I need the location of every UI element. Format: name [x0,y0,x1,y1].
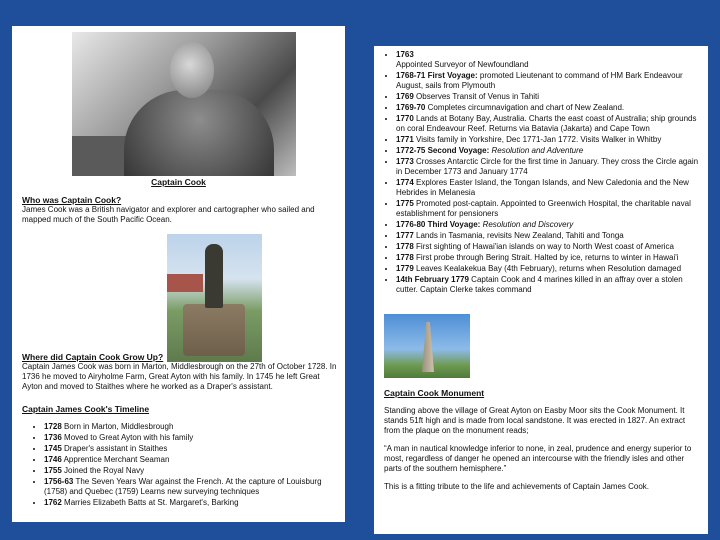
timeline-item: • 1736 Moved to Great Ayton with his family [44,433,339,443]
timeline-heading: Captain James Cook's Timeline [22,404,150,414]
portrait-caption: Captain Cook [151,177,206,187]
cook-monument-photo [384,314,470,378]
timeline-item: • 1774 Explores Easter Island, the Tongan Islands, and New Caledonia and the New Hebrides in Melanesia [396,178,702,198]
left-timeline-list [22,422,339,508]
timeline-item: • 1770 Lands at Botany Bay, Australia. Charts the east coast of Australia; ship grounds on coral Endeavour Reef. Returns via Batavia (Jakarta) and Cape Town [396,114,702,134]
timeline-item: • 1762 Marries Elizabeth Batts at St. Margaret's, Barking [44,498,339,508]
right-timeline-list [374,50,702,296]
who-text: James Cook was a British navigator and explorer and cartographer who sailed and mapped much of the South Pacific Ocean. [22,205,315,224]
who-heading: Who was Captain Cook? [22,195,122,205]
timeline-item: • 1745 Draper's assistant in Staithes [44,444,339,454]
grow-heading: Where did Captain Cook Grow Up? [22,352,164,362]
who-section [22,195,339,225]
right-document-page [374,46,708,534]
monument-text: Standing above the village of Great Ayton on Easby Moor sits the Cook Monument. It stands 51ft high and is made from local sandstone. It was erected in 1827. An extract from the plaque on the monument reads; [384,406,686,435]
grow-text: Captain James Cook was born in Marton, Middlesbrough on the 27th of October 1728. In 1736 he moved to Airyholme Farm, Great Ayton with his family. In 1745 he left Great Ayton and moved to Staithes where he worked as a Draper's assistant. [22,362,337,391]
timeline-item: • 1777 Lands in Tasmania, revisits New Zealand, Tahiti and Tonga [396,231,702,241]
monument-section [384,388,702,492]
timeline-item: • 1779 Leaves Kealakekua Bay (4th February), returns when Resolution damaged [396,264,702,274]
timeline-item: • 1771 Visits family in Yorkshire, Dec 1771-Jan 1772. Visits Walker in Whitby [396,135,702,145]
timeline-item: • 1778 First probe through Bering Strait. Halted by ice, returns to winter in Hawai'i [396,253,702,263]
timeline-item: • 1775 Promoted post-captain. Appointed to Greenwich Hospital, the charitable naval establishment for pensioners [396,199,702,219]
timeline-item: • 14th February 1779 Captain Cook and 4 marines killed in an affray over a stolen cutter. Captain Clerke takes command [396,275,702,295]
closing-text: This is a fitting tribute to the life and achievements of Captain James Cook. [384,482,650,491]
timeline-item: • 1756-63 The Seven Years War against the French. At the capture of Louisburg (1758) and Quebec (1759) Learns new surveying techniques [44,477,339,497]
timeline-item: • 1768-71 First Voyage: promoted Lieutenant to command of HM Bark Endeavour August, sails from Plymouth [396,71,702,91]
timeline-item: • 1746 Apprentice Merchant Seaman [44,455,339,465]
timeline-item: • 1776-80 Third Voyage: Resolution and Discovery [396,220,702,230]
left-document-page [12,26,345,522]
pic-collage-watermark: PIC·COLLAGE [509,496,687,520]
cook-statue-photo [167,234,262,362]
timeline-item: • 1769-70 Completes circumnavigation and chart of New Zealand. [396,103,702,113]
monument-heading: Captain Cook Monument [384,388,485,398]
timeline-item: • 1773 Crosses Antarctic Circle for the first time in January. They cross the Circle again in December 1773 and January 1774 [396,157,702,177]
captain-cook-portrait [72,32,296,176]
timeline-item: • 1772-75 Second Voyage: Resolution and Adventure [396,146,702,156]
timeline-item: • 1769 Observes Transit of Venus in Tahiti [396,92,702,102]
timeline-section [22,404,339,509]
grow-section [22,352,339,392]
monument-quote: “A man in nautical knowledge inferior to none, in zeal, prudence and energy superior to most, regardless of danger he opened an intercourse with the friendly isles and other parts of the southern hemisphere.” [384,444,692,473]
timeline-item: • 1755 Joined the Royal Navy [44,466,339,476]
timeline-item: • 1778 First sighting of Hawai'ian islands on way to North West coast of America [396,242,702,252]
timeline-item: • 1728 Born in Marton, Middlesbrough [44,422,339,432]
timeline-item: • 1763 Appointed Surveyor of Newfoundland [396,50,702,70]
